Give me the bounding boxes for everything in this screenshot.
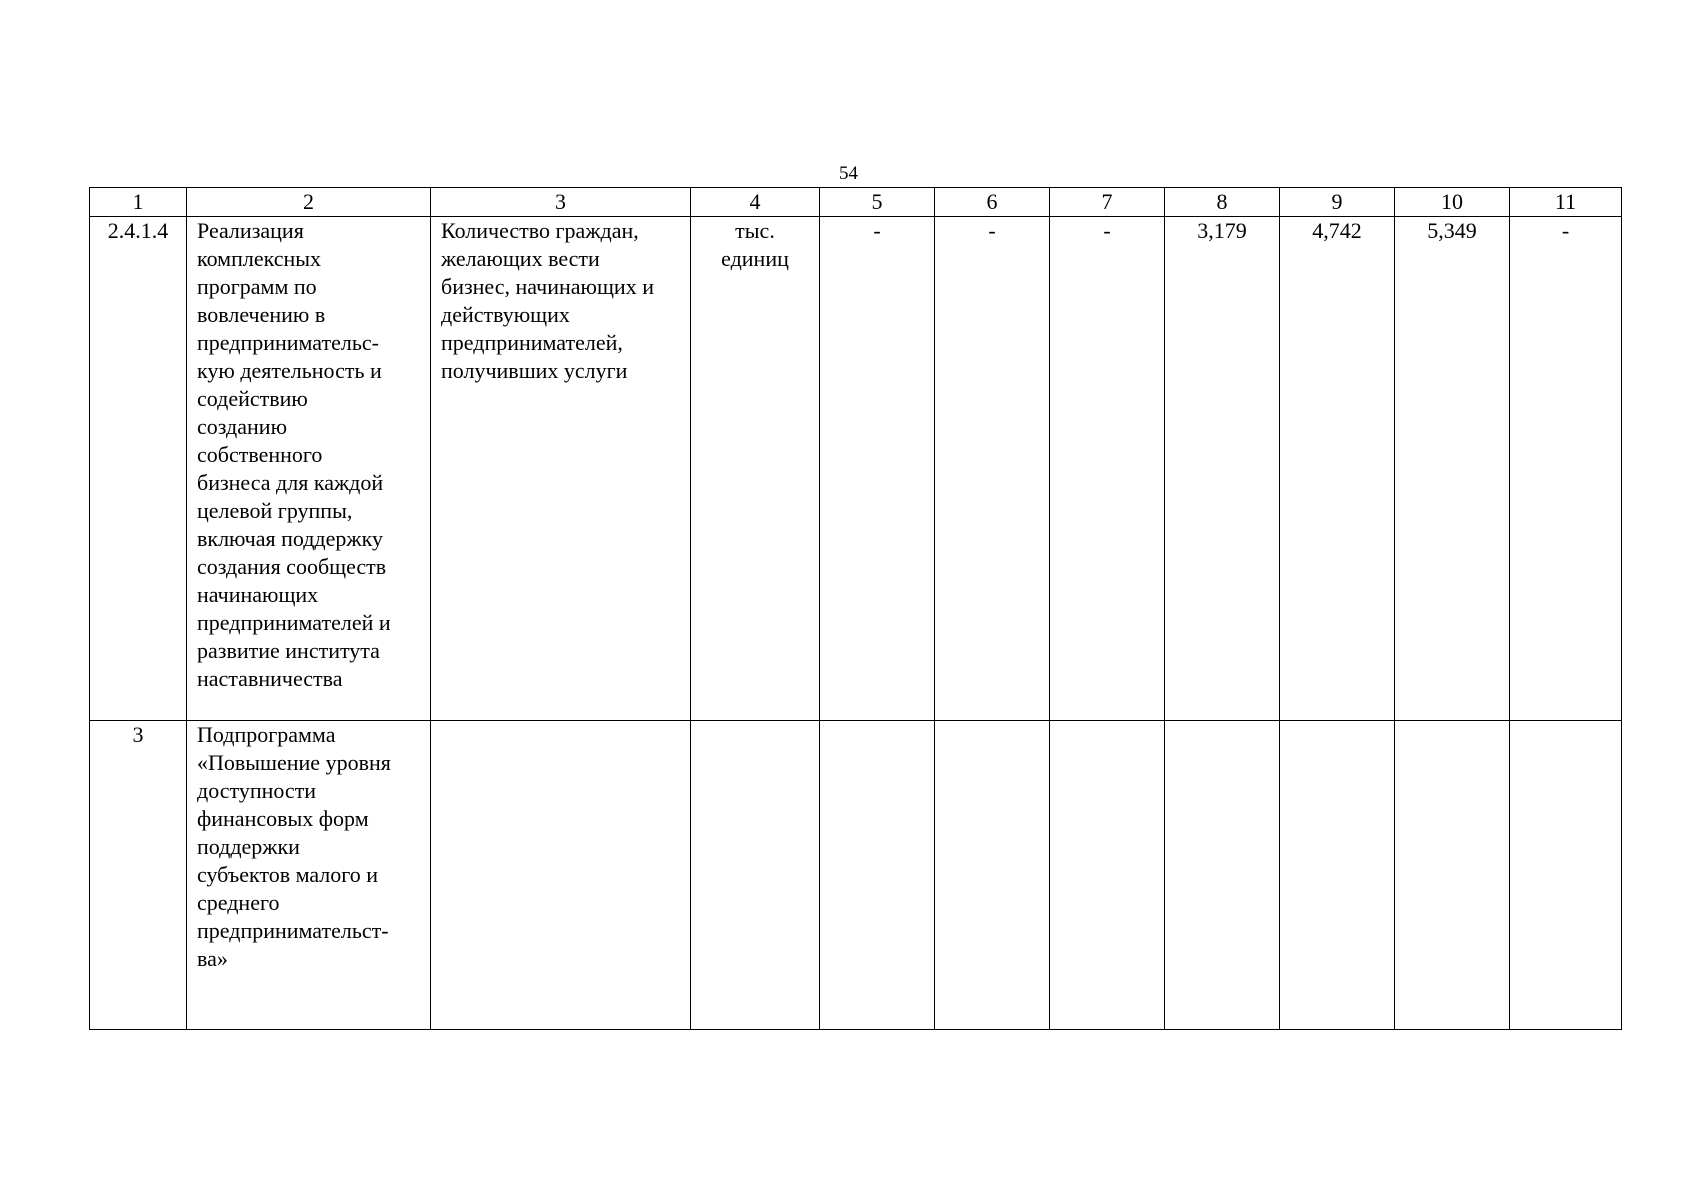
text-line: наставничества — [197, 666, 343, 691]
empty-cell — [935, 721, 1050, 1030]
text-line: комплексных — [197, 246, 322, 271]
text-line: кую деятельность и — [197, 358, 382, 383]
table-row — [90, 721, 1622, 1030]
col-header-2: 2 — [187, 188, 431, 217]
col-header-10: 10 — [1395, 188, 1510, 217]
text-line: создания сообществ — [197, 554, 387, 579]
col-header-9: 9 — [1280, 188, 1395, 217]
col-header-1: 1 — [90, 188, 187, 217]
empty-cell — [1165, 721, 1280, 1030]
text-line: программ по — [197, 274, 317, 299]
text-line: финансовых форм — [197, 806, 369, 831]
value-cell-5: - — [820, 217, 935, 721]
col-header-3: 3 — [431, 188, 691, 217]
value-cell-7: - — [1050, 217, 1165, 721]
text-line: Подпрограмма — [197, 722, 336, 747]
text-line: действующих — [441, 302, 570, 327]
text-line: бизнеса для каждой — [197, 470, 384, 495]
indicator-table — [89, 187, 1622, 1030]
text-line: субъектов малого и — [197, 862, 379, 887]
row-number-cell: 2.4.1.4 — [90, 217, 187, 721]
text-line: Реализация — [197, 218, 304, 243]
value-cell-10: 5,349 — [1395, 217, 1510, 721]
text-line: тыс. — [735, 218, 775, 243]
text-line: единиц — [721, 246, 789, 271]
value-cell-11: - — [1510, 217, 1622, 721]
text-line: собственного — [197, 442, 323, 467]
empty-cell — [431, 721, 691, 1030]
text-line: поддержки — [197, 834, 300, 859]
header-row — [90, 188, 1622, 217]
text-line: целевой группы, — [197, 498, 353, 523]
unit-cell — [691, 217, 820, 721]
text-line: «Повышение уровня — [197, 750, 391, 775]
text-line: предпринимательс- — [197, 330, 379, 355]
subprogram-name-cell — [187, 721, 431, 1030]
text-line: доступности — [197, 778, 317, 803]
empty-cell — [820, 721, 935, 1030]
col-header-11: 11 — [1510, 188, 1622, 217]
value-cell-6: - — [935, 217, 1050, 721]
text-line: развитие института — [197, 638, 380, 663]
text-line: начинающих — [197, 582, 319, 607]
text-line: включая поддержку — [197, 526, 383, 551]
value-cell-9: 4,742 — [1280, 217, 1395, 721]
col-header-5: 5 — [820, 188, 935, 217]
indicator-name-cell — [431, 217, 691, 721]
text-line: бизнес, начинающих и — [441, 274, 654, 299]
page-number: 54 — [839, 163, 858, 184]
empty-cell — [1050, 721, 1165, 1030]
text-line: желающих вести — [441, 246, 600, 271]
col-header-7: 7 — [1050, 188, 1165, 217]
text-line: вовлечению в — [197, 302, 326, 327]
text-line: предпринимательст- — [197, 918, 389, 943]
text-line: получивших услуги — [441, 358, 628, 383]
empty-cell — [1510, 721, 1622, 1030]
col-header-4: 4 — [691, 188, 820, 217]
text-line: предпринимателей, — [441, 330, 623, 355]
empty-cell — [691, 721, 820, 1030]
empty-cell — [1280, 721, 1395, 1030]
text-line: содействию — [197, 386, 308, 411]
text-line: предпринимателей и — [197, 610, 391, 635]
text-line: ва» — [197, 946, 228, 971]
empty-cell — [1395, 721, 1510, 1030]
text-line: среднего — [197, 890, 280, 915]
value-cell-8: 3,179 — [1165, 217, 1280, 721]
text-line: Количество граждан, — [441, 218, 639, 243]
row-number-cell: 3 — [90, 721, 187, 1030]
col-header-6: 6 — [935, 188, 1050, 217]
table-row — [90, 217, 1622, 721]
col-header-8: 8 — [1165, 188, 1280, 217]
measure-name-cell — [187, 217, 431, 721]
text-line: созданию — [197, 414, 287, 439]
